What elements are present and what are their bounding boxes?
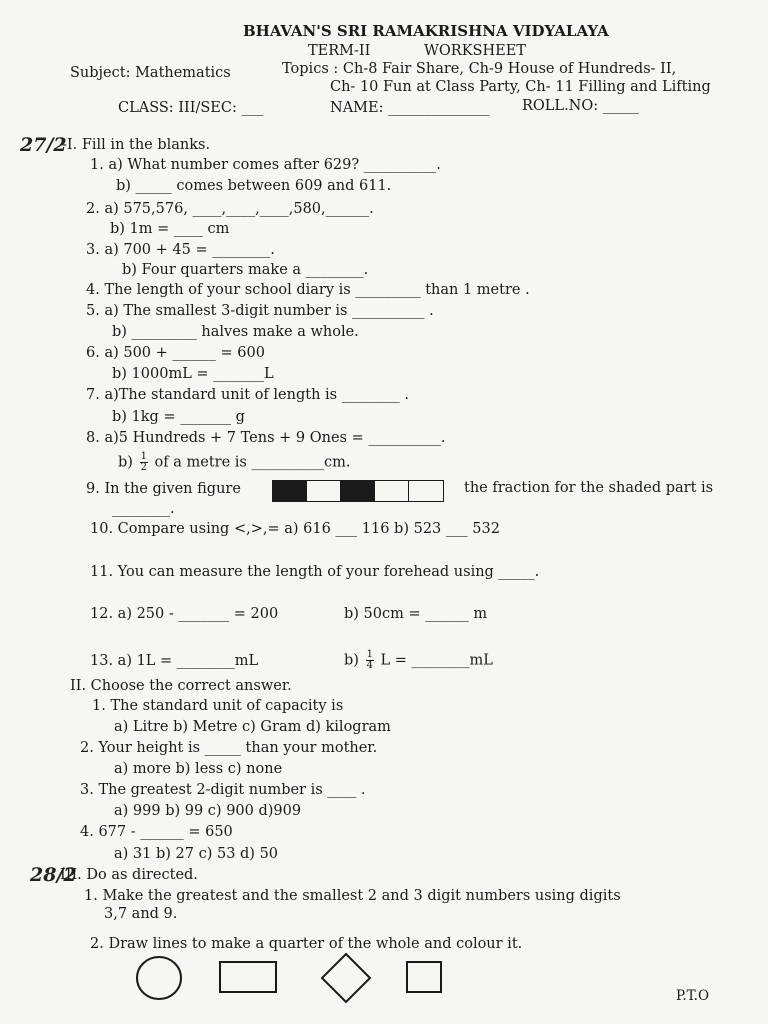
half-denominator: 2 [140,462,147,473]
q12a: 12. a) 250 - _______ = 200 [90,606,279,622]
q6a: 6. a) 500 + ______ = 600 [86,345,265,361]
q3a: 3. a) 700 + 45 = ________. [86,242,275,258]
handwritten-date-2: 28/2 [30,864,77,886]
unshaded-cell [409,481,443,501]
name-field: NAME: ______________ [330,100,490,116]
rectangle-shape [220,962,276,992]
q9-suffix: the fraction for the shaded part is [464,480,714,496]
q1a: 1. a) What number comes after 629? __________. [90,157,441,173]
handwritten-date-1: 27/2 [20,134,67,156]
s2-q1: 1. The standard unit of capacity is [92,698,344,714]
s2-q2: 2. Your height is _____ than your mother. [80,740,378,756]
half-numerator: 1 [140,451,147,462]
q5b: b) _________ halves make a whole. [112,324,359,340]
q8b [118,452,350,473]
q4: 4. The length of your school diary is _________ than 1 metre . [86,282,530,298]
q7b: b) 1kg = _______ g [112,409,245,425]
pto-label: P.T.O [676,988,710,1004]
q7a: 7. a)The standard unit of length is ________ . [86,387,409,403]
half-fraction [140,452,148,473]
q3b: b) Four quarters make a ________. [122,262,369,278]
q13a: 13. a) 1L = ________mL [90,653,259,669]
topics-line-2: Ch- 10 Fun at Class Party, Ch- 11 Filling and Lifting [330,79,711,95]
q2b: b) 1m = ____ cm [110,221,230,237]
q8b-prefix: b) [118,454,133,471]
s2-q3-options: a) 999 b) 99 c) 900 d)909 [114,803,302,819]
q8a: 8. a)5 Hundreds + 7 Tens + 9 Ones = __________. [86,430,446,446]
s2-q4: 4. 677 - ______ = 650 [80,824,233,840]
section-1-title: -I. Fill in the blanks. [62,137,211,153]
worksheet-label: WORKSHEET [424,43,526,59]
q12b: b) 50cm = ______ m [344,606,488,622]
section-3-title: III. Do as directed. [60,867,198,883]
shapes-row [120,948,460,1008]
section-2-title: II. Choose the correct answer. [70,678,292,694]
square-shape [407,962,441,992]
quarter-denominator: 4 [366,660,373,671]
fraction-figure [272,480,444,502]
unshaded-cell [375,481,409,501]
s3-q1-line-1: 1. Make the greatest and the smallest 2 and 3 digit numbers using digits [84,888,621,904]
q13b [344,650,493,671]
q1b: b) _____ comes between 609 and 611. [116,178,392,194]
shaded-cell [341,481,375,501]
subject-label: Subject: Mathematics [70,65,231,81]
q13b-suffix: L = ________mL [380,652,493,669]
s3-q1-line-2: 3,7 and 9. [104,906,178,922]
q11: 11. You can measure the length of your forehead using _____. [90,564,540,580]
q9-blank: ________. [112,501,175,517]
q6b: b) 1000mL = _______L [112,366,274,382]
quarter-numerator: 1 [366,649,373,660]
s2-q1-options: a) Litre b) Metre c) Gram d) kilogram [114,719,391,735]
s3-q2: 2. Draw lines to make a quarter of the whole and colour it. [90,936,523,952]
s2-q4-options: a) 31 b) 27 c) 53 d) 50 [114,846,279,862]
s2-q2-options: a) more b) less c) none [114,761,283,777]
class-field: CLASS: III/SEC: ___ [118,100,264,116]
q13b-prefix: b) [344,652,359,669]
q5a: 5. a) The smallest 3-digit number is __________ . [86,303,434,319]
term-label: TERM-II [308,43,371,59]
circle-shape [137,957,181,999]
topics-line-1: Topics : Ch-8 Fair Share, Ch-9 House of Hundreds- II, [282,61,677,77]
shaded-cell [273,481,307,501]
s2-q3: 3. The greatest 2-digit number is ____ . [80,782,366,798]
q2a: 2. a) 575,576, ____,____,____,580,______. [86,201,374,217]
q8b-suffix: of a metre is __________cm. [154,454,351,471]
q10: 10. Compare using <,>,= a) 616 ___ 116 b) 523 ___ 532 [90,521,500,537]
school-name: BHAVAN'S SRI RAMAKRISHNA VIDYALAYA [243,22,609,40]
unshaded-cell [307,481,341,501]
diamond-shape [322,954,370,1002]
q9-prefix: 9. In the given figure [86,481,241,497]
roll-field: ROLL.NO: _____ [522,98,639,114]
quarter-fraction [366,650,374,671]
